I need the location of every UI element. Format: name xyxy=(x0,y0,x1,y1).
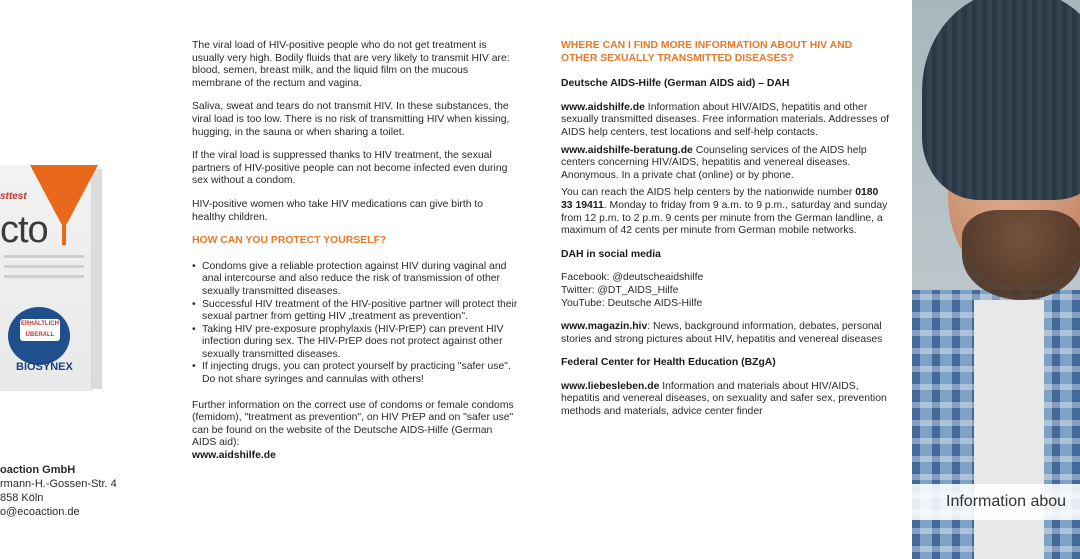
ribbon-badge-icon xyxy=(8,307,70,365)
photo-caption: Information abou xyxy=(912,484,1080,520)
heading-protect: HOW CAN YOU PROTECT YOURSELF? xyxy=(192,235,387,247)
orange-flag-stem xyxy=(62,225,66,245)
link-magazin[interactable]: www.magazin.hiv xyxy=(561,321,648,333)
company-name: oaction GmbH xyxy=(0,464,76,476)
list-item: • Condoms give a reliable protection against HIV during vaginal and anal intercourse and also reduce the risk of transmission of other sexually transmitted diseases. xyxy=(192,261,518,299)
list-item: • Successful HIV treatment of the HIV-positive partner will protect their sexual partner from getting HIV „treatment as prevention". xyxy=(192,299,518,324)
social-list xyxy=(561,272,891,310)
box-maker: BIOSYNEX xyxy=(16,361,73,373)
list-item: • If injecting drugs, you can protect yourself by practicing "safer use". Do not share syringes and cannulas with others! xyxy=(192,361,518,386)
bzga-title: Federal Center for Health Education (BZgA) xyxy=(561,357,776,369)
link-aidshilfe[interactable]: www.aidshilfe.de xyxy=(561,101,645,113)
paragraph-phone xyxy=(561,187,891,237)
social-twitter: Twitter: @DT_AIDS_Hilfe xyxy=(561,284,679,296)
beard xyxy=(962,210,1080,300)
company-city: 858 Köln xyxy=(0,492,44,504)
aidshilfe-desc: Information about HIV/AIDS, hepatitis and other sexually transmitted diseases. Free information materials. Addresses of AIDS help centers, test locations and self-help contacts. xyxy=(561,101,890,138)
right-column xyxy=(561,40,891,430)
company-street: rmann-H.-Gossen-Str. 4 xyxy=(0,478,117,490)
beanie-hat xyxy=(922,0,1080,200)
undershirt xyxy=(974,300,1044,559)
paragraph-further-info xyxy=(192,400,518,463)
link-liebesleben[interactable]: www.liebesleben.de xyxy=(561,380,660,392)
social-title: DAH in social media xyxy=(561,248,661,260)
link-aidshilfe-footer[interactable]: www.aidshilfe.de xyxy=(192,450,276,462)
company-email[interactable]: o@ecoaction.de xyxy=(0,506,80,518)
paragraph-viral-load: The viral load of HIV-positive people who do not get treatment is usually very high. Bodily fluids that are very likely to transmit HIV are: blood, semen, breast milk, and the liquid film on the mucous membrane of the rectum and vagina. xyxy=(192,40,510,89)
paragraph-aidshilfe xyxy=(561,102,891,140)
further-info-text: Further information on the correct use of condoms or female condoms (femidom), "treatment as prevention", on HIV PrEP and on "safer use" can be found on the website of the Deutsche AIDS-Hilfe (German AIDS aid): xyxy=(192,399,514,449)
magazin-desc: : News, background information, debates, personal stories and strong pictures about HIV, hepatitis and venereal diseases xyxy=(561,321,883,345)
phone-post: . Monday to friday from 9 a.m. to 9 p.m., saturday and sunday from 12 p.m. to 2 p.m. 9 cents per minute from the German landline, a maximum of 42 cents per minute from German mobile networks. xyxy=(561,199,888,237)
liebesleben-desc: Information and materials about HIV/AIDS, hepatitis and venereal diseases, on sexuality and safer sex, prevention methods and materials, advice center finder xyxy=(561,380,887,418)
portrait-photo xyxy=(912,0,1080,559)
paragraph-suppressed: If the viral load is suppressed thanks to HIV treatment, the sexual partners of HIV-positive people can not become infected even during sex without a condom. xyxy=(192,150,508,187)
badge-text: ERHÄLTLICH ÜBERALL xyxy=(20,319,60,341)
paragraph-saliva: Saliva, sweat and tears do not transmit HIV. In these substances, the viral load is too low. There is no risk of transmitting HIV when kissing, hugging, in the sauna or when sharing a toilet. xyxy=(192,101,510,138)
paragraph-beratung xyxy=(561,145,891,183)
product-box-image xyxy=(0,165,102,397)
social-facebook: Facebook: @deutscheaidshilfe xyxy=(561,272,704,284)
beratung-desc: Counseling services of the AIDS help centers concerning HIV/AIDS, hepatitis and venereal diseases. Anonymous. In a private chat (online) or by phone. xyxy=(561,144,867,181)
company-address xyxy=(0,463,160,519)
paragraph-women: HIV-positive women who take HIV medications can give birth to healthy children. xyxy=(192,198,484,223)
phone-number[interactable]: 0180 33 19411 xyxy=(561,187,879,211)
protection-list xyxy=(192,261,518,387)
paragraph-liebesleben xyxy=(561,381,891,419)
dah-title: Deutsche AIDS-Hilfe (German AIDS aid) – DAH xyxy=(561,78,790,90)
social-youtube: YouTube: Deutsche AIDS-Hilfe xyxy=(561,297,703,309)
paragraph-magazin xyxy=(561,321,891,346)
box-brand: cto xyxy=(0,209,48,251)
phone-pre: You can reach the AIDS help centers by the nationwide number xyxy=(561,187,856,199)
list-item: • Taking HIV pre-exposure prophylaxis (HIV-PrEP) can prevent HIV infection during sex. The HIV-PrEP does not protect against other sexually transmitted diseases. xyxy=(192,324,518,362)
link-aidshilfe-beratung[interactable]: www.aidshilfe-beratung.de xyxy=(561,144,693,156)
middle-column xyxy=(192,40,518,463)
box-decor-lines xyxy=(4,255,84,295)
heading-more-info: WHERE CAN I FIND MORE INFORMATION ABOUT HIV AND OTHER SEXUALLY TRANSMITTED DISEASES? xyxy=(561,40,853,64)
box-label-top: sttest xyxy=(0,191,27,202)
